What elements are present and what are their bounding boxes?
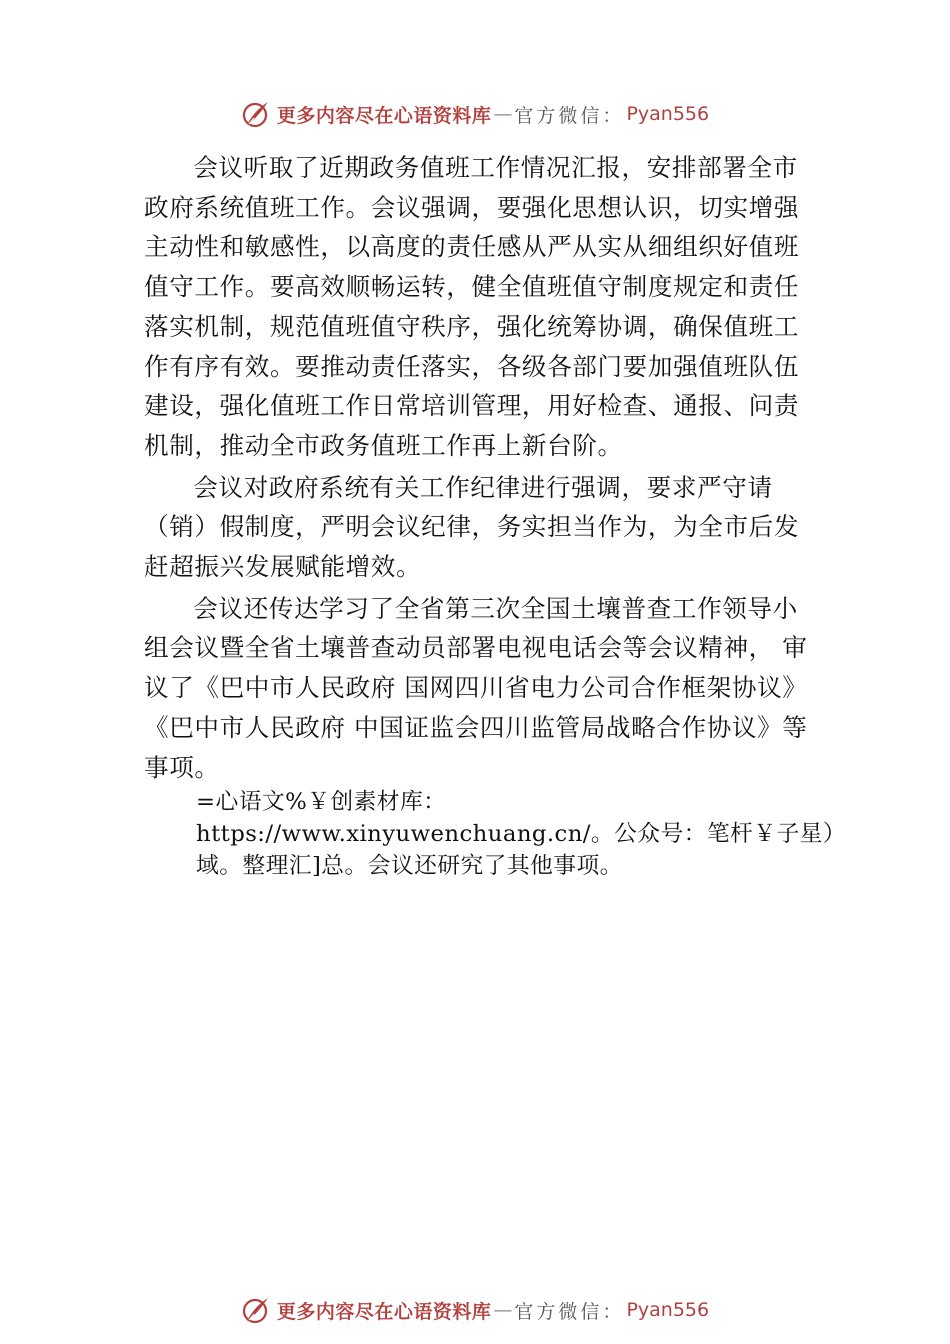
header-banner-separator: — bbox=[493, 103, 513, 125]
paragraph-soil-survey: 会议还传达学习了全省第三次全国土壤普查工作领导小组会议暨全省土壤普查动员部署电视电话会等会议精神， 审议了《巴中市人民政府 国网四川省电力公司合作框架协议》《巴中市人民政府 中国证监会四川监管局战略合作协议》等事项。 bbox=[144, 593, 808, 782]
header-wechat-id: Pyan556 bbox=[626, 103, 710, 125]
quill-logo-icon bbox=[241, 1295, 271, 1325]
footer-banner bbox=[0, 1290, 950, 1330]
header-wechat-label: 官方微信： bbox=[514, 104, 625, 127]
footer-wechat-label: 官方微信： bbox=[514, 1300, 625, 1323]
footer-wechat-id: Pyan556 bbox=[626, 1299, 710, 1321]
source-note: =心语文%￥创素材库：https://www.xinyuwenchuang.cn/。公众号：笔杆￥子星）域。整理汇]总。会议还研究了其他事项。 bbox=[196, 789, 835, 879]
paragraph-discipline: 会议对政府系统有关工作纪律进行强调，要求严守请（销）假制度，严明会议纪律，务实担当作为，为全市后发赶超振兴发展赋能增效。 bbox=[144, 472, 800, 582]
footer-banner-title: 更多内容尽在心语资料库 bbox=[276, 1300, 492, 1323]
header-banner-title: 更多内容尽在心语资料库 bbox=[276, 104, 492, 127]
document-body bbox=[144, 148, 816, 787]
quill-logo-icon bbox=[241, 99, 271, 129]
header-banner bbox=[0, 94, 950, 134]
footer-banner-separator: — bbox=[493, 1299, 513, 1321]
paragraph-duty-work: 会议听取了近期政务值班工作情况汇报，安排部署全市政府系统值班工作。会议强调，要强化思想认识，切实增强主动性和敏感性，以高度的责任感从严从实从细组织好值班值守工作。要高效顺畅运转，健全值班值守制度规定和责任落实机制，规范值班值守秩序，强化统筹协调，确保值班工作有序有效。要推动责任落实，各级各部门要加强值班队伍建设，强化值班工作日常培训管理，用好检查、通报、问责机制，推动全市政务值班工作再上新台阶。 bbox=[144, 153, 800, 460]
